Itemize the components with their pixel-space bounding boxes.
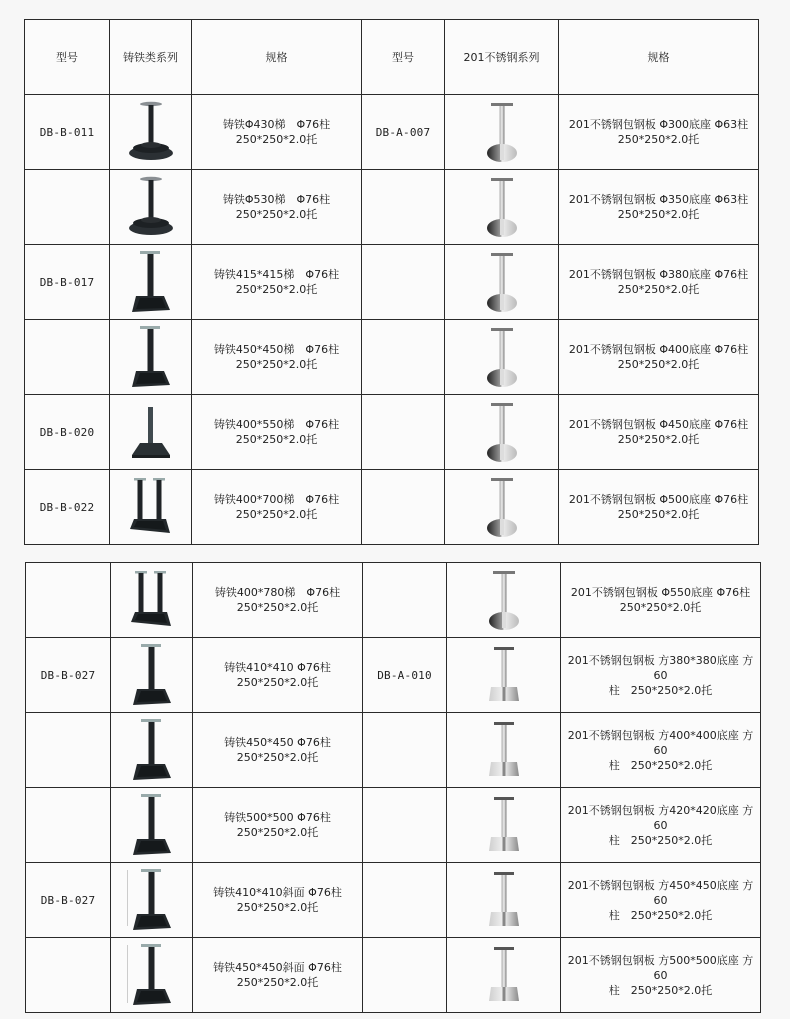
header-model-right: 型号 xyxy=(362,20,445,95)
spec-line-1: 201不锈钢包钢板 方400*400底座 方60 xyxy=(567,728,754,757)
spec-cell xyxy=(192,395,362,470)
spec-cell xyxy=(559,170,759,245)
spec-line-2: 柱 250*250*2.0托 xyxy=(608,908,713,922)
spec-cell xyxy=(561,563,761,638)
model-code: DB-B-011 xyxy=(25,95,110,170)
model-code xyxy=(25,170,110,245)
spec-line-2: 柱 250*250*2.0托 xyxy=(608,983,713,997)
spec-line-1: 铸铁410*410 Φ76柱 xyxy=(224,661,331,674)
spec-cell xyxy=(192,95,362,170)
model-code: DB-B-027 xyxy=(26,638,111,713)
spec-line-1: 201不锈钢包钢板 Φ350底座 Φ63柱 xyxy=(568,193,749,206)
model-code: DB-A-007 xyxy=(362,95,445,170)
header-row xyxy=(25,20,759,95)
spec-cell xyxy=(561,638,761,713)
spec-line-1: 铸铁450*450 Φ76柱 xyxy=(224,736,331,749)
spec-line-2: 250*250*2.0托 xyxy=(236,601,319,614)
cast-iron-square-base-icon xyxy=(110,320,192,395)
table-row xyxy=(26,563,761,638)
spec-line-1: 201不锈钢包钢板 Φ380底座 Φ76柱 xyxy=(568,268,749,281)
spec-line-2: 250*250*2.0托 xyxy=(619,601,702,614)
spec-line-2: 250*250*2.0托 xyxy=(617,508,700,521)
spec-line-1: 铸铁415*415梯 Φ76柱 xyxy=(213,268,340,281)
spec-line-1: 铸铁400*550梯 Φ76柱 xyxy=(213,418,340,431)
steel-square-base-icon xyxy=(447,863,561,938)
spec-line-2: 250*250*2.0托 xyxy=(235,133,318,146)
spec-cell xyxy=(193,788,363,863)
model-code xyxy=(363,713,447,788)
header-spec-right: 规格 xyxy=(559,20,759,95)
spec-cell xyxy=(561,788,761,863)
cast-iron-square-base-icon xyxy=(111,638,193,713)
spec-line-1: 201不锈钢包钢板 方380*380底座 方60 xyxy=(567,653,754,682)
spec-cell xyxy=(559,245,759,320)
spec-line-2: 柱 250*250*2.0托 xyxy=(608,758,713,772)
model-code: DB-B-017 xyxy=(25,245,110,320)
spec-line-2: 250*250*2.0托 xyxy=(617,283,700,296)
spec-cell xyxy=(192,470,362,545)
steel-round-base-icon xyxy=(445,470,559,545)
spec-line-1: 铸铁400*780梯 Φ76柱 xyxy=(214,586,341,599)
spec-cell xyxy=(193,938,363,1013)
table-row xyxy=(26,638,761,713)
model-code xyxy=(362,170,445,245)
model-code xyxy=(26,938,111,1013)
header-spec-left: 规格 xyxy=(192,20,362,95)
cast-iron-double-column-base-icon xyxy=(111,563,193,638)
table-row xyxy=(25,95,759,170)
spec-cell xyxy=(193,638,363,713)
table-row xyxy=(26,863,761,938)
spec-line-1: 201不锈钢包钢板 Φ550底座 Φ76柱 xyxy=(570,586,751,599)
table-row xyxy=(26,788,761,863)
spec-cell xyxy=(193,563,363,638)
spec-table-2 xyxy=(25,562,761,1013)
spec-line-1: 铸铁500*500 Φ76柱 xyxy=(224,811,331,824)
model-code xyxy=(362,245,445,320)
spec-line-2: 柱 250*250*2.0托 xyxy=(608,683,713,697)
spec-line-2: 250*250*2.0托 xyxy=(235,433,318,446)
spec-cell xyxy=(559,320,759,395)
spec-table-1 xyxy=(24,19,759,545)
spec-line-1: 铸铁Φ530梯 Φ76柱 xyxy=(222,193,331,206)
table-row xyxy=(25,170,759,245)
spec-line-1: 201不锈钢包钢板 方500*500底座 方60 xyxy=(567,953,754,982)
steel-square-base-icon xyxy=(447,938,561,1013)
model-code xyxy=(363,563,447,638)
model-code xyxy=(363,938,447,1013)
header-steel-series: 201不锈钢系列 xyxy=(445,20,559,95)
steel-round-base-icon xyxy=(445,245,559,320)
model-code xyxy=(362,395,445,470)
spec-cell xyxy=(559,470,759,545)
table-row xyxy=(25,245,759,320)
header-model-left: 型号 xyxy=(25,20,110,95)
spec-line-2: 250*250*2.0托 xyxy=(235,283,318,296)
spec-cell xyxy=(561,713,761,788)
model-code xyxy=(362,320,445,395)
steel-round-base-icon xyxy=(447,563,561,638)
spec-line-1: 201不锈钢包钢板 Φ450底座 Φ76柱 xyxy=(568,418,749,431)
cast-iron-square-base-icon xyxy=(110,245,192,320)
cast-iron-round-base-icon xyxy=(110,95,192,170)
table-row xyxy=(25,395,759,470)
spec-line-1: 铸铁450*450梯 Φ76柱 xyxy=(213,343,340,356)
spec-line-1: 201不锈钢包钢板 方450*450底座 方60 xyxy=(567,878,754,907)
model-code xyxy=(363,863,447,938)
table-row xyxy=(25,320,759,395)
steel-round-base-icon xyxy=(445,170,559,245)
model-code xyxy=(362,470,445,545)
spec-cell xyxy=(192,245,362,320)
spec-cell xyxy=(561,863,761,938)
steel-square-base-icon xyxy=(447,713,561,788)
cast-iron-double-column-base-icon xyxy=(110,470,192,545)
steel-square-base-icon xyxy=(447,788,561,863)
spec-cell xyxy=(193,713,363,788)
spec-line-1: 铸铁410*410斜面 Φ76柱 xyxy=(213,886,342,899)
cast-iron-square-base-icon xyxy=(111,713,193,788)
spec-line-2: 柱 250*250*2.0托 xyxy=(608,833,713,847)
spec-cell xyxy=(559,395,759,470)
model-code xyxy=(26,563,111,638)
spec-line-2: 250*250*2.0托 xyxy=(236,826,319,839)
spec-line-2: 250*250*2.0托 xyxy=(617,433,700,446)
cast-iron-rect-base-icon xyxy=(110,395,192,470)
spec-line-1: 铸铁Φ430梯 Φ76柱 xyxy=(222,118,331,131)
spec-line-2: 250*250*2.0托 xyxy=(236,751,319,764)
spec-cell xyxy=(192,170,362,245)
spec-line-2: 250*250*2.0托 xyxy=(235,208,318,221)
spec-line-2: 250*250*2.0托 xyxy=(236,901,319,914)
spec-cell xyxy=(561,938,761,1013)
table-row xyxy=(26,938,761,1013)
model-code xyxy=(363,788,447,863)
spec-line-1: 201不锈钢包钢板 Φ300底座 Φ63柱 xyxy=(568,118,749,131)
spec-line-2: 250*250*2.0托 xyxy=(235,358,318,371)
cast-iron-square-base-icon xyxy=(111,938,193,1013)
spec-line-1: 201不锈钢包钢板 Φ400底座 Φ76柱 xyxy=(568,343,749,356)
model-code xyxy=(25,320,110,395)
spec-line-2: 250*250*2.0托 xyxy=(617,358,700,371)
spec-line-2: 250*250*2.0托 xyxy=(235,508,318,521)
spec-line-2: 250*250*2.0托 xyxy=(617,133,700,146)
model-code: DB-B-027 xyxy=(26,863,111,938)
model-code: DB-A-010 xyxy=(363,638,447,713)
header-cast-iron-series: 铸铁类系列 xyxy=(110,20,192,95)
cast-iron-round-base-icon xyxy=(110,170,192,245)
spec-line-1: 201不锈钢包钢板 Φ500底座 Φ76柱 xyxy=(568,493,749,506)
spec-line-1: 铸铁450*450斜面 Φ76柱 xyxy=(213,961,342,974)
spec-cell xyxy=(193,863,363,938)
spec-cell xyxy=(559,95,759,170)
spec-line-2: 250*250*2.0托 xyxy=(236,976,319,989)
steel-round-base-icon xyxy=(445,395,559,470)
model-code xyxy=(26,788,111,863)
spec-line-2: 250*250*2.0托 xyxy=(617,208,700,221)
model-code xyxy=(26,713,111,788)
spec-cell xyxy=(192,320,362,395)
spec-line-1: 201不锈钢包钢板 方420*420底座 方60 xyxy=(567,803,754,832)
steel-square-base-icon xyxy=(447,638,561,713)
steel-round-base-icon xyxy=(445,95,559,170)
model-code: DB-B-022 xyxy=(25,470,110,545)
table-row xyxy=(25,470,759,545)
cast-iron-square-base-icon xyxy=(111,863,193,938)
model-code: DB-B-020 xyxy=(25,395,110,470)
steel-round-base-icon xyxy=(445,320,559,395)
table-row xyxy=(26,713,761,788)
spec-line-1: 铸铁400*700梯 Φ76柱 xyxy=(213,493,340,506)
spec-line-2: 250*250*2.0托 xyxy=(236,676,319,689)
cast-iron-square-base-icon xyxy=(111,788,193,863)
